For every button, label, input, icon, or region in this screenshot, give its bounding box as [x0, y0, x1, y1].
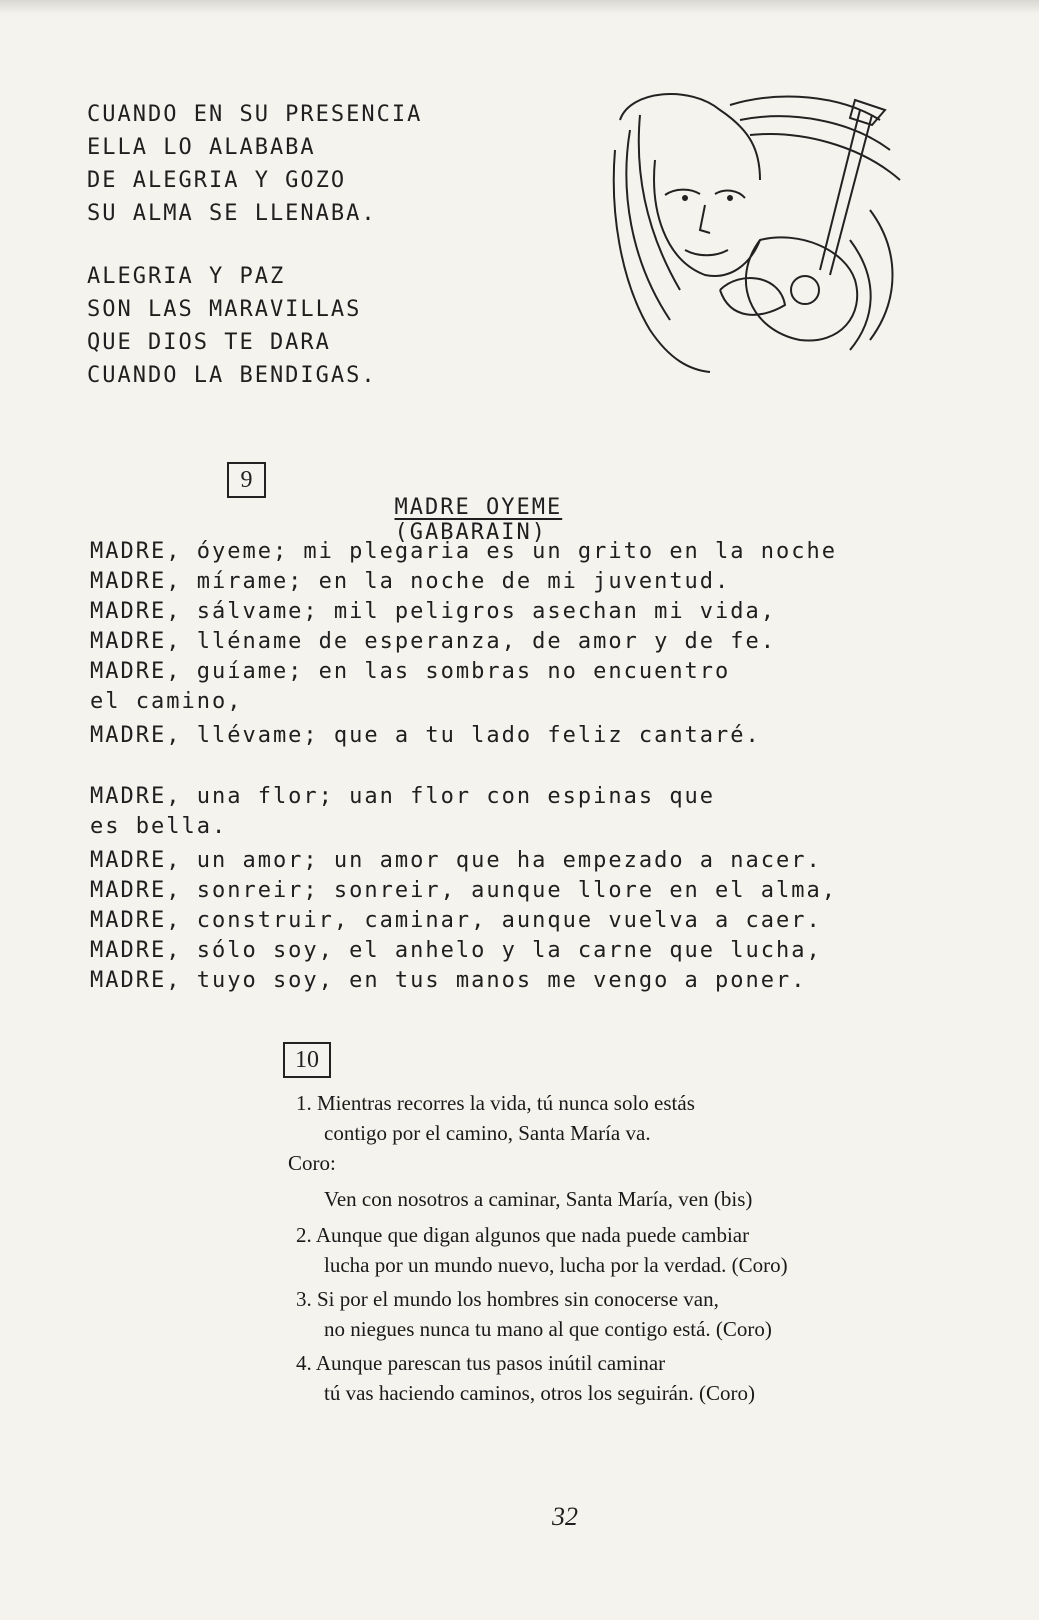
stanza-line: SON LAS MARAVILLAS	[87, 297, 362, 322]
lyric-line: 4. Aunque parescan tus pasos inútil caminar	[296, 1351, 666, 1375]
verse-line: MADRE, guíame; en las sombras no encuentro	[90, 659, 731, 684]
stanza-line: CUANDO LA BENDIGAS.	[87, 363, 377, 388]
song9-verse2	[90, 782, 837, 996]
verse-line: MADRE, una flor; uan flor con espinas que	[90, 784, 716, 809]
verse-line: MADRE, óyeme; mi plegaria es un grito en la noche	[90, 539, 838, 564]
verse-line: MADRE, mírame; en la noche de mi juventud.	[90, 569, 731, 594]
verse-line: MADRE, construir, caminar, aunque vuelva a caer.	[90, 908, 822, 933]
page-edge	[0, 0, 1039, 14]
song9-title: MADRE OYEME	[394, 495, 563, 520]
lyric-line: contigo por el camino, Santa María va.	[324, 1121, 651, 1145]
stanza-line: SU ALMA SE LLENABA.	[87, 201, 377, 226]
lyric-line: 3. Si por el mundo los hombres sin conocerse van,	[296, 1287, 719, 1311]
song9-number-box	[227, 462, 266, 498]
stanza-second	[87, 260, 377, 392]
verse-line: el camino,	[90, 689, 243, 714]
stanza-line: DE ALEGRIA Y GOZO	[87, 168, 347, 193]
verse-line: es bella.	[90, 814, 228, 839]
verse-line: MADRE, sonreir; sonreir, aunque llore en el alma,	[90, 878, 838, 903]
song9-verse1	[90, 537, 837, 751]
song9-author: (GABARAIN)	[394, 520, 547, 545]
verse-line: MADRE, llévame; que a tu lado feliz cantaré.	[90, 723, 761, 748]
verse-line: MADRE, tuyo soy, en tus manos me vengo a poner.	[90, 968, 807, 993]
stanza-line: QUE DIOS TE DARA	[87, 330, 331, 355]
woman-guitar-illustration	[610, 90, 910, 375]
lyric-line: Ven con nosotros a caminar, Santa María, ven (bis)	[324, 1187, 753, 1211]
lyric-line: no niegues nunca tu mano al que contigo está. (Coro)	[324, 1317, 772, 1341]
stanza-line: ELLA LO ALABABA	[87, 135, 316, 160]
verse-line: MADRE, sólo soy, el anhelo y la carne que lucha,	[90, 938, 822, 963]
song9-number: 9	[240, 466, 253, 493]
stanza-line: ALEGRIA Y PAZ	[87, 264, 286, 289]
lyric-line: 1. Mientras recorres la vida, tú nunca solo estás	[296, 1091, 695, 1115]
lyric-line: lucha por un mundo nuevo, lucha por la verdad. (Coro)	[324, 1253, 788, 1277]
song10-number-box	[283, 1042, 331, 1078]
page-number: 32	[552, 1502, 578, 1531]
lyric-line: tú vas haciendo caminos, otros los seguirán. (Coro)	[324, 1381, 755, 1405]
verse-line: MADRE, un amor; un amor que ha empezado a nacer.	[90, 848, 822, 873]
verse-line: MADRE, lléname de esperanza, de amor y de fe.	[90, 629, 777, 654]
stanza-line: CUANDO EN SU PRESENCIA	[87, 102, 423, 127]
song10-lyrics	[288, 1088, 1006, 1408]
song10-number: 10	[295, 1046, 319, 1073]
lyric-line: 2. Aunque que digan algunos que nada puede cambiar	[296, 1223, 750, 1247]
song9-heading	[364, 470, 562, 545]
stanza-top	[87, 98, 422, 230]
lyric-line: Coro:	[288, 1151, 336, 1175]
verse-line: MADRE, sálvame; mil peligros asechan mi vida,	[90, 599, 777, 624]
